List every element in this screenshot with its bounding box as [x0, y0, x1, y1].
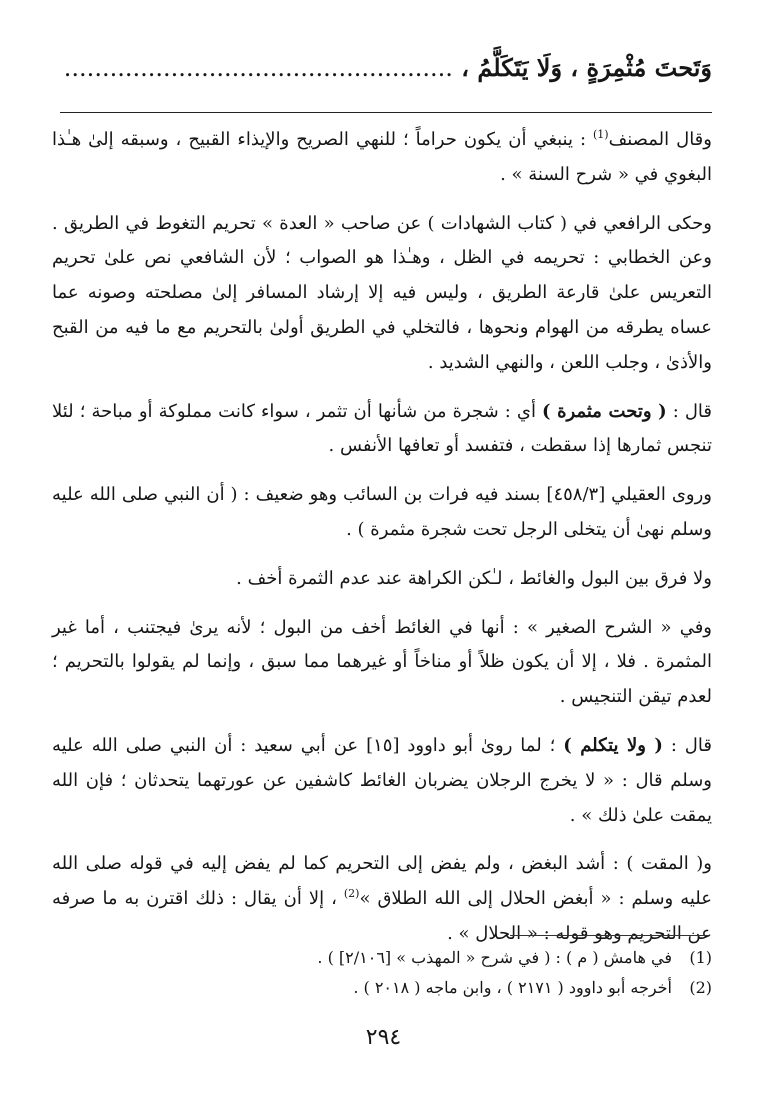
footnote-number: (2): [689, 978, 712, 997]
page-number: ٢٩٤: [365, 1025, 402, 1050]
footnote-number: (1): [689, 948, 712, 967]
footnote-2: [52, 973, 712, 1003]
paragraph-5: ولا فرق بين البول والغائط ، لـٰكن الكراهة عند عدم الثمرة أخف .: [236, 567, 712, 589]
footnote-1: [52, 943, 712, 973]
bold-term: ( ولا يتكلم ): [563, 734, 663, 756]
footnotes: [52, 943, 712, 1003]
header-dots: ...................................................: [63, 54, 453, 82]
footnote-text: أخرجه أبو داوود ( ٢١٧١ ) ، وابن ماجه ( ٢٠١٨ ) .: [353, 978, 672, 997]
header-title: وَتَحتَ مُثْمِرَةٍ ، وَلَا يَتَكَلَّمُ ،: [461, 53, 712, 82]
running-header: [60, 48, 712, 88]
paragraph-2: وحكى الرافعي في ( كتاب الشهادات ) عن صاحب « العدة » تحريم التغوط في الطريق . وعن الخطابي : تحريمه في الظل ، وهـٰذا هو الصواب ؛ لأن الشافعي نص علىٰ تحريم التعريس علىٰ قارعة الطريق ، وليس فيه إلا إرشاد المسافر إلىٰ مصلحته وصونه عما عساه يطرقه من الهوام ونحوها ، فالتخلي في الطريق أولىٰ بالتحريم مع ما فيه من القبح والأذىٰ ، وجلب اللعن ، والنهي الشديد .: [52, 212, 712, 373]
footnote-rule: [510, 935, 710, 936]
main-text: [52, 123, 712, 966]
footnote-ref-1: (1): [593, 128, 609, 141]
bold-term: ( وتحت مثمرة ): [542, 400, 667, 422]
paragraph-6: وفي « الشرح الصغير » : أنها في الغائط أخف من البول ؛ لأنه يرىٰ فيجتنب ، أما غير المثمرة . فلا ، إلا أن يكون ظلاً أو مناخاً أو غيرهما مما سبق ، وإنما لم يقولوا بالتحريم ؛ لعدم تيقن التنجيس .: [52, 616, 712, 708]
paragraph-1: وقال المصنف$^{(1)}$ : ينبغي أن يكون حراماً ؛ للنهي الصريح والإيذاء القبيح ، وسبقه إلىٰ هـٰذا البغوي في « شرح السنة » .: [52, 128, 712, 185]
footnote-ref-2: (2): [343, 887, 360, 901]
paragraph-8: و( المقت ) : أشد البغض ، ولم يفض إلى التحريم كما لم يفض إليه في قوله صلى الله عليه وسلم : « أبغض الحلال إلى الله الطلاق »$^{(2)}$ ، إلا أن يقال : ذلك اقترن به ما صرفه عن التحريم وهو قوله : « الحلال » .: [52, 853, 712, 944]
footnote-text: في هامش ( م ) : ( في شرح « المهذب » [٢/١٠٦] ) .: [317, 948, 672, 967]
paragraph-7: قال : ( ولا يتكلم ) ؛ لما روىٰ أبو داوود [١٥] عن أبي سعيد : أن النبي صلى الله عليه وسلم قال : « لا يخرج الرجلان يضربان الغائط كاشفين عن عورتهما يتحدثان ؛ فإن الله يمقت علىٰ ذلك » .: [52, 734, 712, 826]
paragraph-3: قال : ( وتحت مثمرة ) أي : شجرة من شأنها أن تثمر ، سواء كانت مملوكة أو مباحة ؛ لئلا تنجس ثمارها إذا سقطت ، فتفسد أو تعافها الأنفس .: [52, 400, 712, 457]
header-rule: [60, 112, 712, 113]
paragraph-4: وروى العقيلي [٤٥٨/٣] بسند فيه فرات بن السائب وهو ضعيف : ( أن النبي صلى الله عليه وسلم نهىٰ أن يتخلى الرجل تحت شجرة مثمرة ) .: [52, 484, 712, 540]
